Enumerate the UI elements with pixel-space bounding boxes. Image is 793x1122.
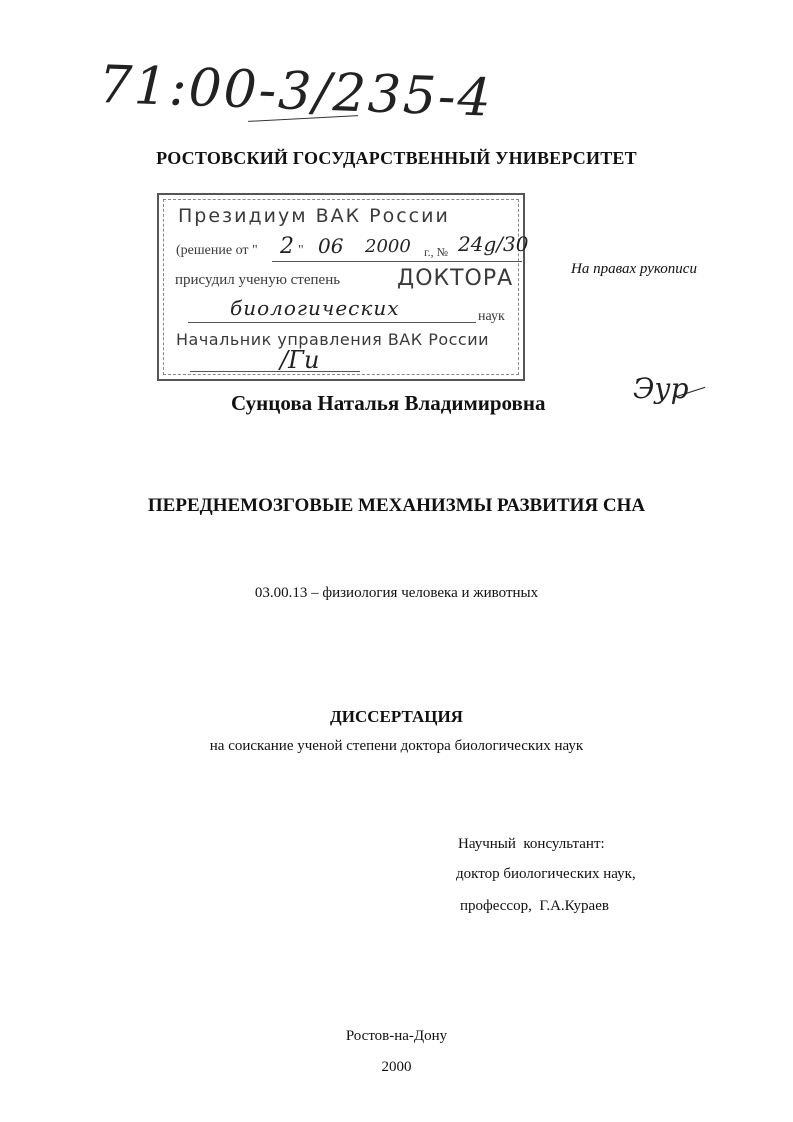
consultant-label: Научный консультант: <box>458 836 605 852</box>
degree-sought: на соискание ученой степени доктора биологических наук <box>209 738 584 754</box>
stamp-date-year: 2000 <box>365 236 411 257</box>
stamp-decision-number: 24g/30 <box>458 232 529 256</box>
author-signature: Эур <box>633 372 689 405</box>
stamp-signature-line <box>190 371 360 372</box>
consultant-name: профессор, Г.А.Кураев <box>460 898 609 914</box>
stamp-signature: /Ги <box>280 346 320 374</box>
archive-number: 71:00-3/235-4 <box>97 55 494 129</box>
stamp-nauk: наук <box>478 309 505 324</box>
document-type: ДИССЕРТАЦИЯ <box>330 707 463 726</box>
stamp-head-of-department: Начальник управления ВАК России <box>176 330 490 349</box>
university-name: РОСТОВСКИЙ ГОСУДАРСТВЕННЫЙ УНИВЕРСИТЕТ <box>156 148 637 168</box>
consultant-degree: доктор биологических наук, <box>456 866 636 882</box>
stamp-date-underline <box>272 261 522 262</box>
speciality-code: 03.00.13 – физиология человека и животных <box>254 585 539 601</box>
stamp-date-suffix: г., № <box>424 245 449 259</box>
stamp-science-field: биологических <box>230 296 400 320</box>
stamp-presidium: Президиум ВАК России <box>178 205 450 227</box>
stamp-date-day: 2 <box>280 234 294 259</box>
author-name: Сунцова Наталья Владимировна <box>231 391 546 415</box>
stamp-awarded-degree: присудил ученую степень <box>175 272 341 288</box>
stamp-decision-prefix: (решение от " <box>176 243 258 258</box>
year: 2000 <box>381 1059 412 1075</box>
manuscript-rights: На правах рукописи <box>571 261 697 277</box>
city: Ростов-на-Дону <box>345 1028 448 1044</box>
stamp-date-month: 06 <box>318 234 344 258</box>
stamp-field-underline <box>188 322 476 323</box>
stamp-quote-mark: " <box>298 243 304 258</box>
dissertation-title: ПЕРЕДНЕМОЗГОВЫЕ МЕХАНИЗМЫ РАЗВИТИЯ СНА <box>147 495 646 516</box>
stamp-degree-word: ДОКТОРА <box>397 266 514 291</box>
